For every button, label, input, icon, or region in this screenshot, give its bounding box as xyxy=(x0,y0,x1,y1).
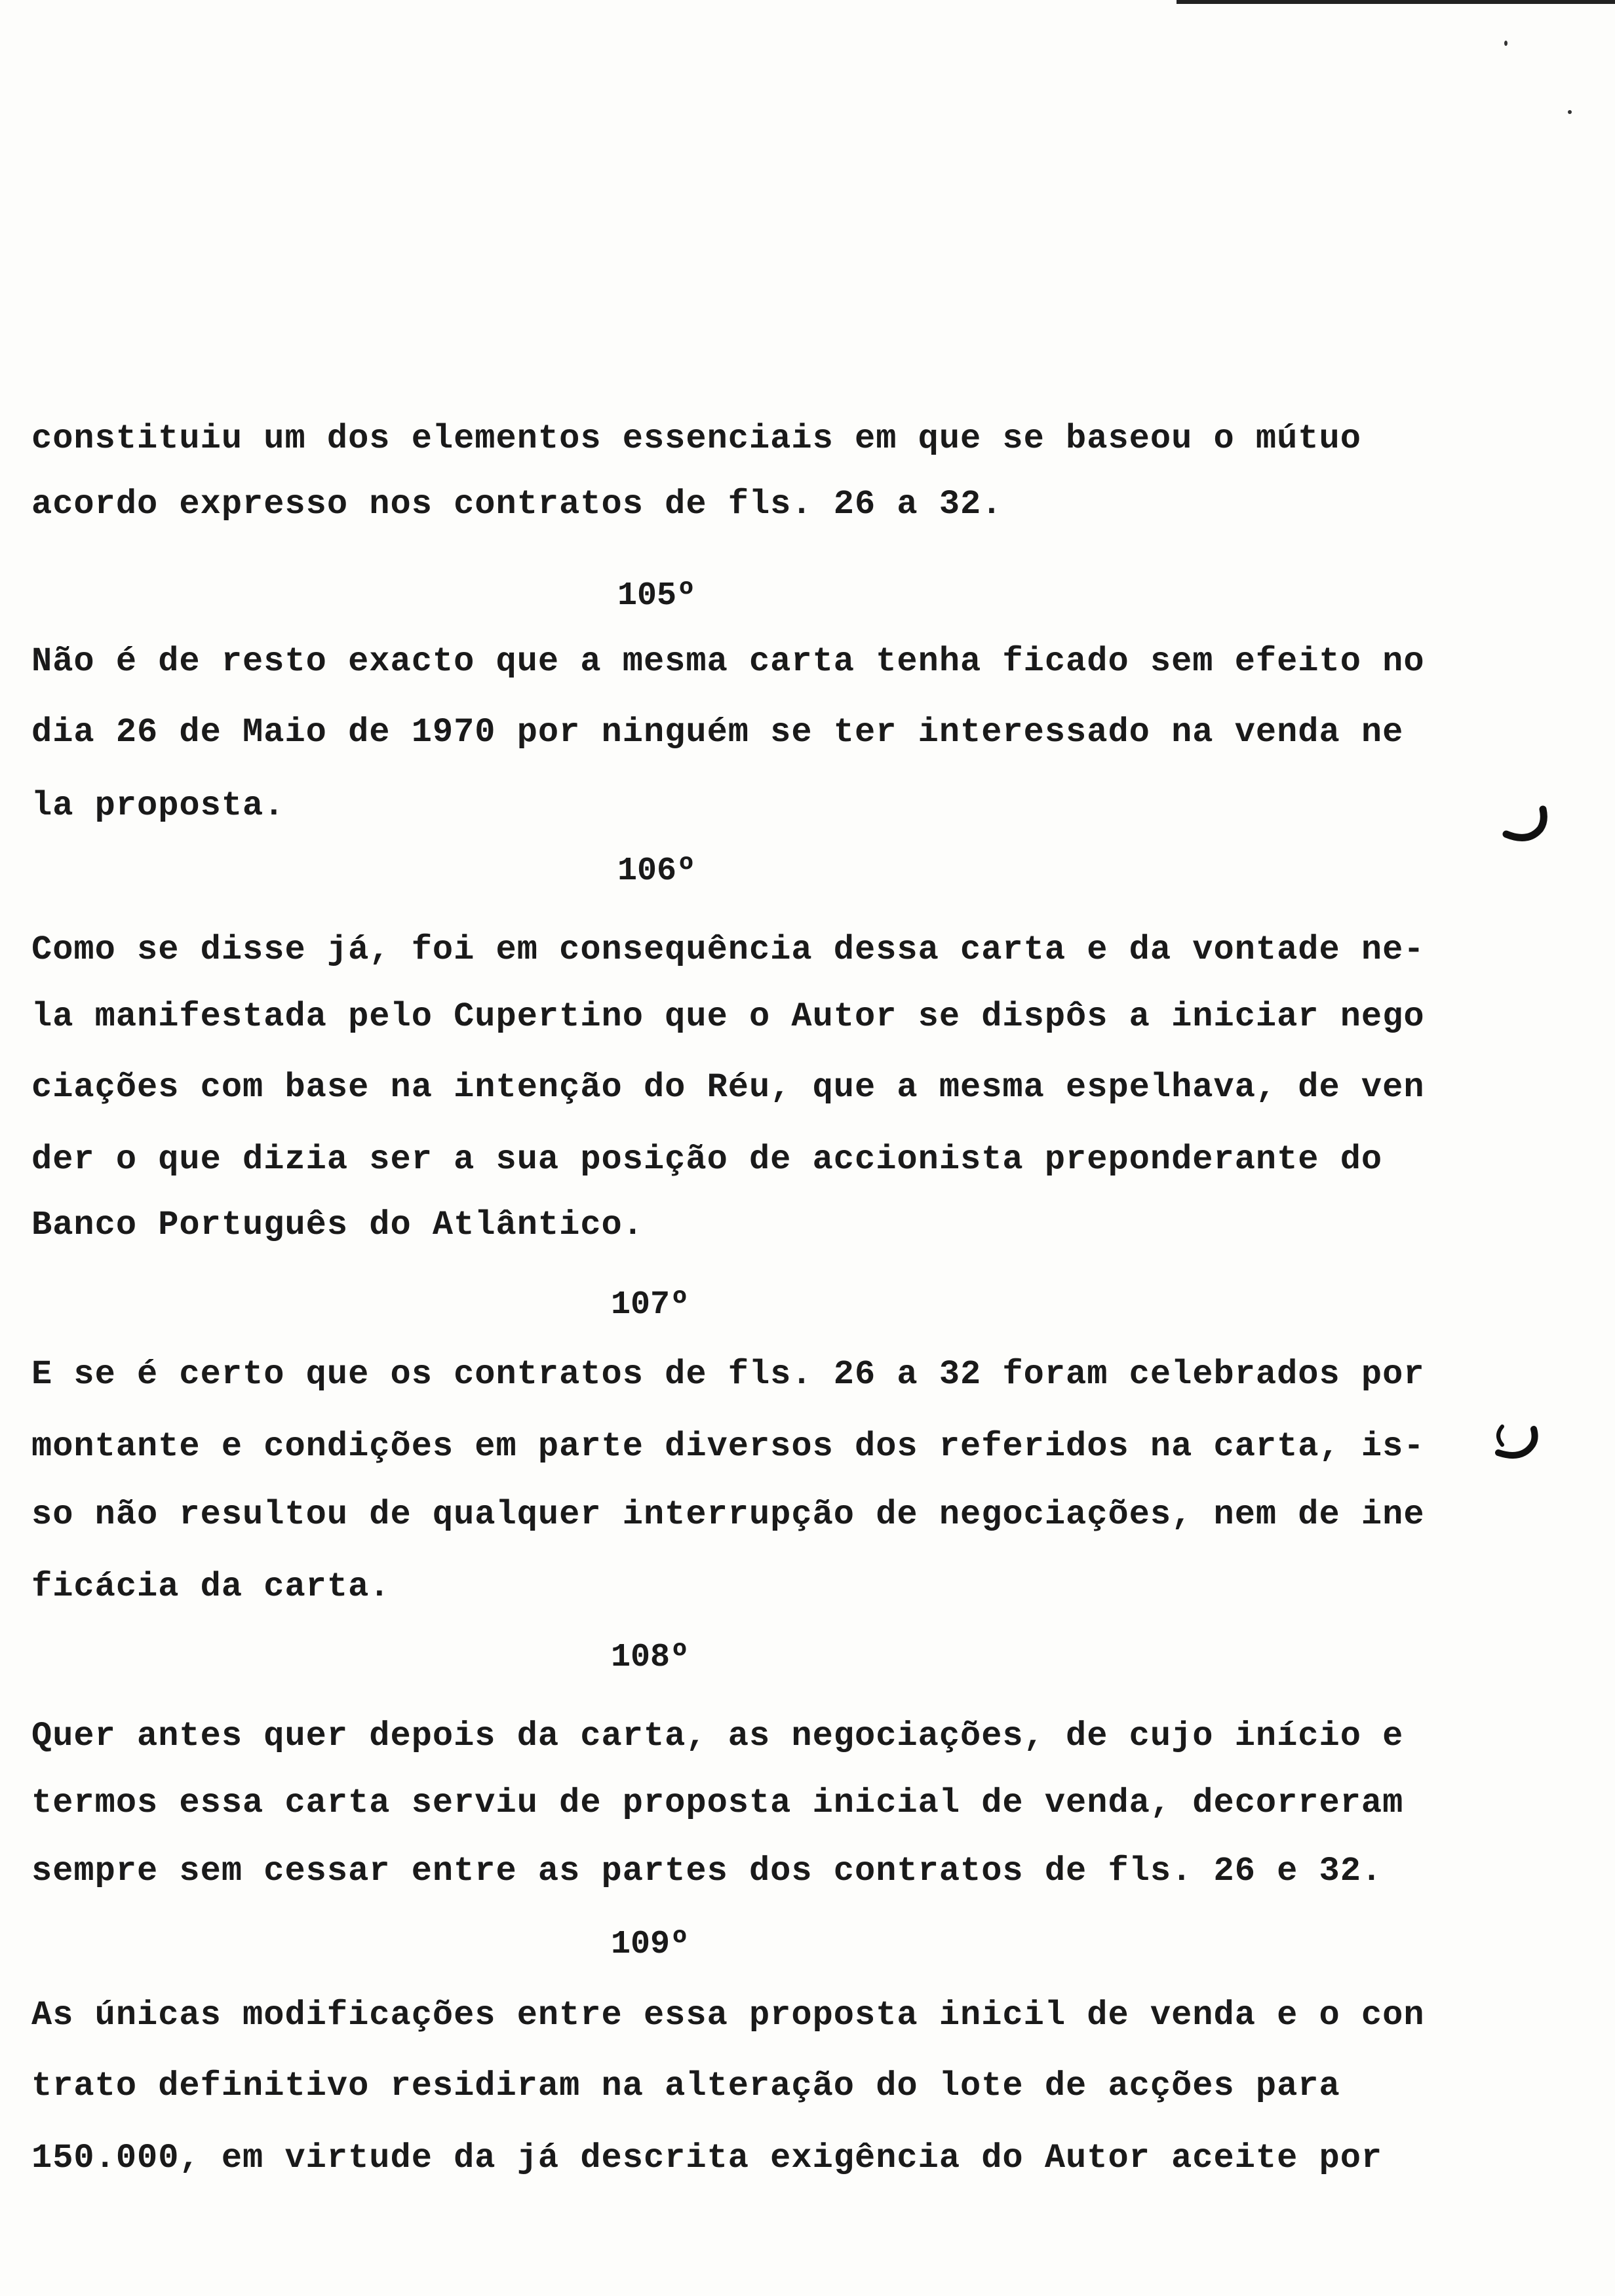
article-number: 105º xyxy=(617,577,697,615)
text-line: ciações com base na intenção do Réu, que a mesma espelhava, de ven xyxy=(31,1068,1425,1107)
article-number: 108º xyxy=(611,1639,690,1676)
text-line: Não é de resto exacto que a mesma carta tenha ficado sem efeito no xyxy=(31,642,1425,681)
text-line: der o que dizia ser a sua posição de accionista preponderante do xyxy=(31,1140,1383,1179)
top-edge-rule xyxy=(1177,0,1615,4)
article-number: 107º xyxy=(611,1286,690,1324)
text-line: la proposta. xyxy=(31,786,285,825)
text-line: dia 26 de Maio de 1970 por ninguém se ter interessado na venda ne xyxy=(31,713,1404,752)
scan-speck xyxy=(1504,41,1508,46)
text-line: sempre sem cessar entre as partes dos contratos de fls. 26 e 32. xyxy=(31,1852,1383,1890)
scan-speck xyxy=(1568,110,1572,114)
text-line: trato definitivo residiram na alteração do lote de acções para xyxy=(31,2067,1340,2105)
text-line: E se é certo que os contratos de fls. 26 a 32 foram celebrados por xyxy=(31,1355,1425,1394)
text-line: Quer antes quer depois da carta, as negociações, de cujo início e xyxy=(31,1717,1404,1755)
text-line: so não resultou de qualquer interrupção de negociações, nem de ine xyxy=(31,1495,1425,1534)
article-number: 109º xyxy=(611,1926,690,1963)
margin-check-mark xyxy=(1501,796,1553,849)
text-line: As únicas modificações entre essa proposta inicil de venda e o con xyxy=(31,1996,1425,2035)
text-line: acordo expresso nos contratos de fls. 26 a 32. xyxy=(31,485,1003,524)
text-line: 150.000, em virtude da já descrita exigência do Autor aceite por xyxy=(31,2139,1383,2177)
text-line: la manifestada pelo Cupertino que o Autor se dispôs a iniciar nego xyxy=(31,997,1425,1036)
text-line: termos essa carta serviu de proposta inicial de venda, decorreram xyxy=(31,1784,1404,1822)
article-number: 106º xyxy=(617,852,697,890)
text-line: constituiu um dos elementos essenciais em que se baseou o mútuo xyxy=(31,419,1361,458)
text-line: Banco Português do Atlântico. xyxy=(31,1206,644,1244)
text-line: ficácia da carta. xyxy=(31,1567,391,1606)
text-line: montante e condições em parte diversos dos referidos na carta, is- xyxy=(31,1427,1425,1466)
text-line: Como se disse já, foi em consequência dessa carta e da vontade ne- xyxy=(31,930,1425,969)
margin-check-mark xyxy=(1488,1412,1547,1464)
